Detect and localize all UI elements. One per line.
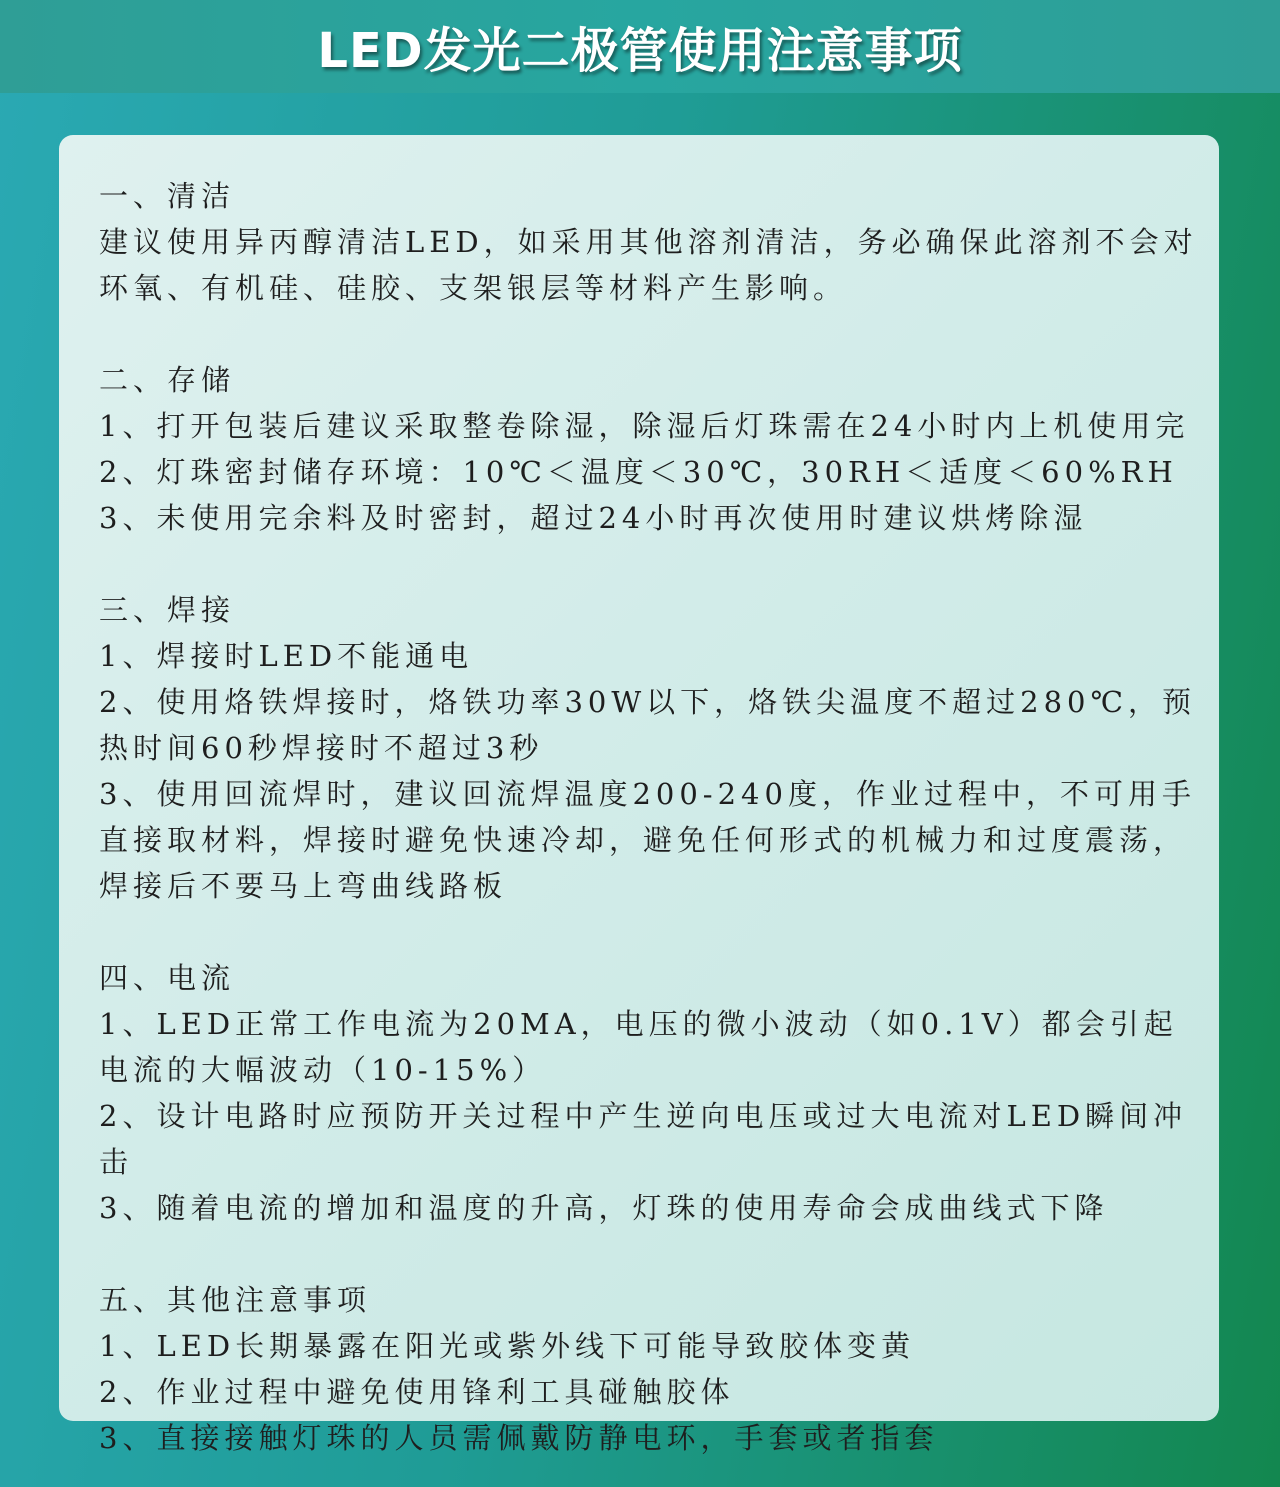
paragraph: 2、作业过程中避免使用锋利工具碰触胶体 [99,1375,735,1409]
paragraph: 2、灯珠密封储存环境：10℃＜温度＜30℃，30RH＜适度＜60%RH [99,455,1178,489]
paragraph: 2、使用烙铁焊接时，烙铁功率30W以下，烙铁尖温度不超过280℃，预热时间60秒焊接时不超过3秒 [99,685,1196,765]
section-cleaning [99,173,1211,311]
paragraph: 建议使用异丙醇清洁LED，如采用其他溶剂清洁，务必确保此溶剂不会对环氧、有机硅、硅胶、支架银层等材料产生影响。 [99,225,1198,305]
section-title: 四、电流 [99,961,236,995]
paragraph: 1、LED长期暴露在阳光或紫外线下可能导致胶体变黄 [99,1329,916,1363]
paragraph: 3、未使用完余料及时密封，超过24小时再次使用时建议烘烤除湿 [99,501,1088,535]
content-card [59,135,1219,1455]
section-title: 一、清洁 [99,179,236,213]
paragraph: 1、LED正常工作电流为20MA，电压的微小波动（如0.1V）都会引起电流的大幅波动（10-15%） [99,1007,1178,1087]
section-title: 五、其他注意事项 [99,1283,372,1317]
section-storage [99,357,1211,541]
page-title: LED发光二极管使用注意事项 [317,23,963,79]
section-other [99,1277,1211,1461]
paragraph: 3、随着电流的增加和温度的升高，灯珠的使用寿命会成曲线式下降 [99,1191,1109,1225]
paragraph: 1、打开包装后建议采取整卷除湿，除湿后灯珠需在24小时内上机使用完 [99,409,1190,443]
paragraph: 3、使用回流焊时，建议回流焊温度200-240度，作业过程中，不可用手直接取材料，焊接时避免快速冷却，避免任何形式的机械力和过度震荡，焊接后不要马上弯曲线路板 [99,777,1196,903]
section-soldering [99,587,1211,909]
page-header [0,0,1280,93]
paragraph: 1、焊接时LED不能通电 [99,639,474,673]
section-title: 二、存储 [99,363,236,397]
section-title: 三、焊接 [99,593,236,627]
paragraph: 2、设计电路时应预防开关过程中产生逆向电压或过大电流对LED瞬间冲击 [99,1099,1188,1179]
paragraph: 3、直接接触灯珠的人员需佩戴防静电环，手套或者指套 [99,1421,939,1455]
content-body [99,173,1211,1461]
section-current [99,955,1211,1231]
